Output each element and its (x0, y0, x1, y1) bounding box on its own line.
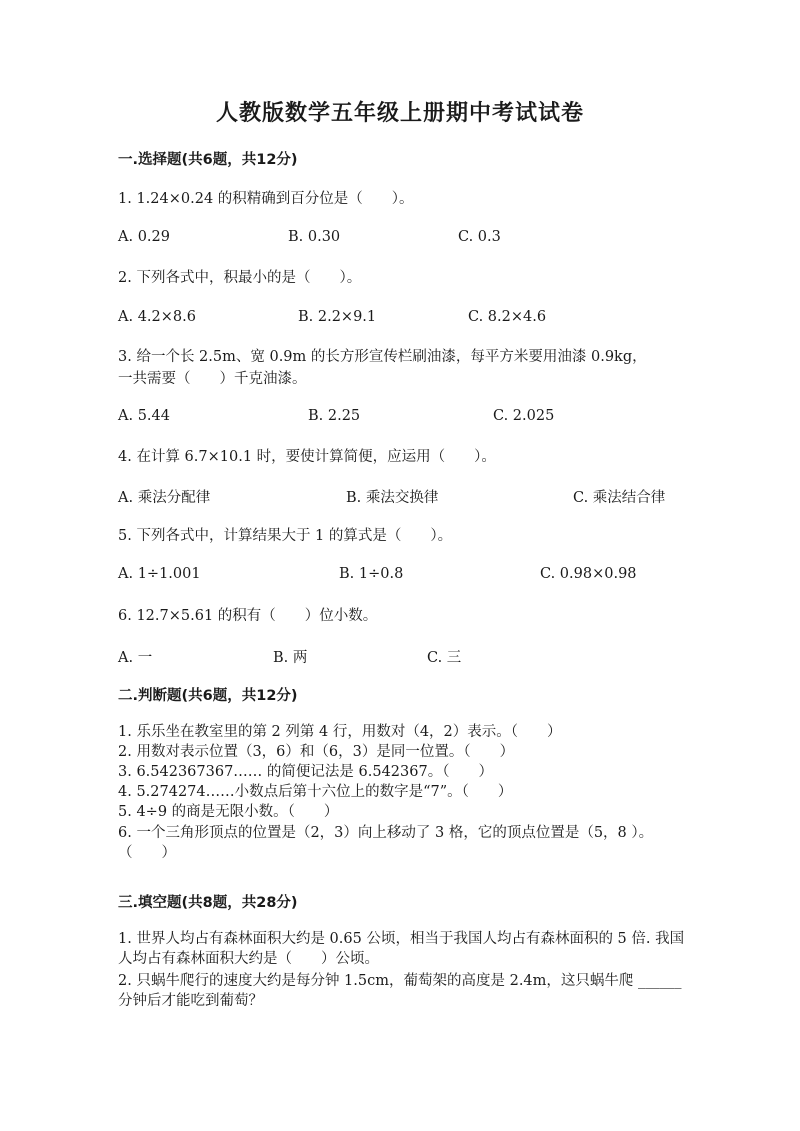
judgment-item: 2. 用数对表示位置（3，6）和（6，3）是同一位置。（ ） (118, 744, 515, 760)
section-heading-choice: 一.选择题(共6题，共12分) (118, 152, 298, 168)
question-text: 2. 下列各式中，积最小的是（ ）。 (118, 270, 362, 286)
option-b: B. 1÷0.8 (339, 566, 404, 582)
section-heading-fill-blank: 三.填空题(共8题，共28分) (118, 895, 298, 911)
option-a: A. 5.44 (118, 408, 170, 424)
judgment-item: 5. 4÷9 的商是无限小数。（ ） (118, 804, 339, 820)
option-c: C. 2.025 (493, 408, 555, 424)
option-a: A. 乘法分配律 (118, 490, 211, 506)
option-a: A. 1÷1.001 (118, 566, 201, 582)
option-b: B. 2.2×9.1 (298, 309, 377, 325)
option-c: C. 8.2×4.6 (468, 309, 547, 325)
option-a: A. 4.2×8.6 (118, 309, 196, 325)
option-b: B. 2.25 (308, 408, 361, 424)
question-text: 5. 下列各式中，计算结果大于 1 的算式是（ ）。 (118, 528, 453, 544)
judgment-item: 3. 6.542367367…… 的简便记法是 6.542367。（ ） (118, 764, 493, 780)
question-text: 1. 1.24×0.24 的积精确到百分位是（ ）。 (118, 191, 414, 207)
option-c: C. 0.3 (458, 229, 501, 245)
question-text-continued: 一共需要（ ）千克油漆。 (118, 371, 307, 387)
section-heading-judgment: 二.判断题(共6题，共12分) (118, 688, 298, 704)
judgment-item: 4. 5.274274……小数点后第十六位上的数字是“7”。（ ） (118, 784, 513, 800)
option-c: C. 0.98×0.98 (540, 566, 637, 582)
question-text: 4. 在计算 6.7×10.1 时，要使计算简便，应运用（ ）。 (118, 449, 496, 465)
option-c: C. 三 (427, 650, 462, 666)
option-a: A. 0.29 (118, 229, 170, 245)
option-b: B. 0.30 (288, 229, 341, 245)
question-text: 6. 12.7×5.61 的积有（ ）位小数。 (118, 608, 378, 624)
page-title: 人教版数学五年级上册期中考试试卷 (215, 101, 584, 126)
option-a: A. 一 (118, 650, 153, 666)
option-c: C. 乘法结合律 (573, 490, 666, 506)
judgment-item: 6. 一个三角形顶点的位置是（2，3）向上移动了 3 格，它的顶点位置是（5，8 ）。（ ） (118, 825, 654, 861)
option-b: B. 乘法交换律 (346, 490, 439, 506)
option-b: B. 两 (273, 650, 308, 666)
fill-blank-item: 2. 只蜗牛爬行的速度大约是每分钟 1.5cm，葡萄架的高度是 2.4m，这只蜗牛爬 ______分钟后才能吃到葡萄？ (118, 973, 682, 1009)
judgment-item: 1. 乐乐坐在教室里的第 2 列第 4 行，用数对（4，2）表示。（ ） (118, 724, 562, 740)
fill-blank-item: 1. 世界人均占有森林面积大约是 0.65 公顷，相当于我国人均占有森林面积的 5 倍. 我国人均占有森林面积大约是（ ）公顷。 (118, 931, 685, 967)
question-text: 3. 给一个长 2.5m、宽 0.9m 的长方形宣传栏刷油漆，每平方米要用油漆 0.9kg， (118, 349, 647, 365)
